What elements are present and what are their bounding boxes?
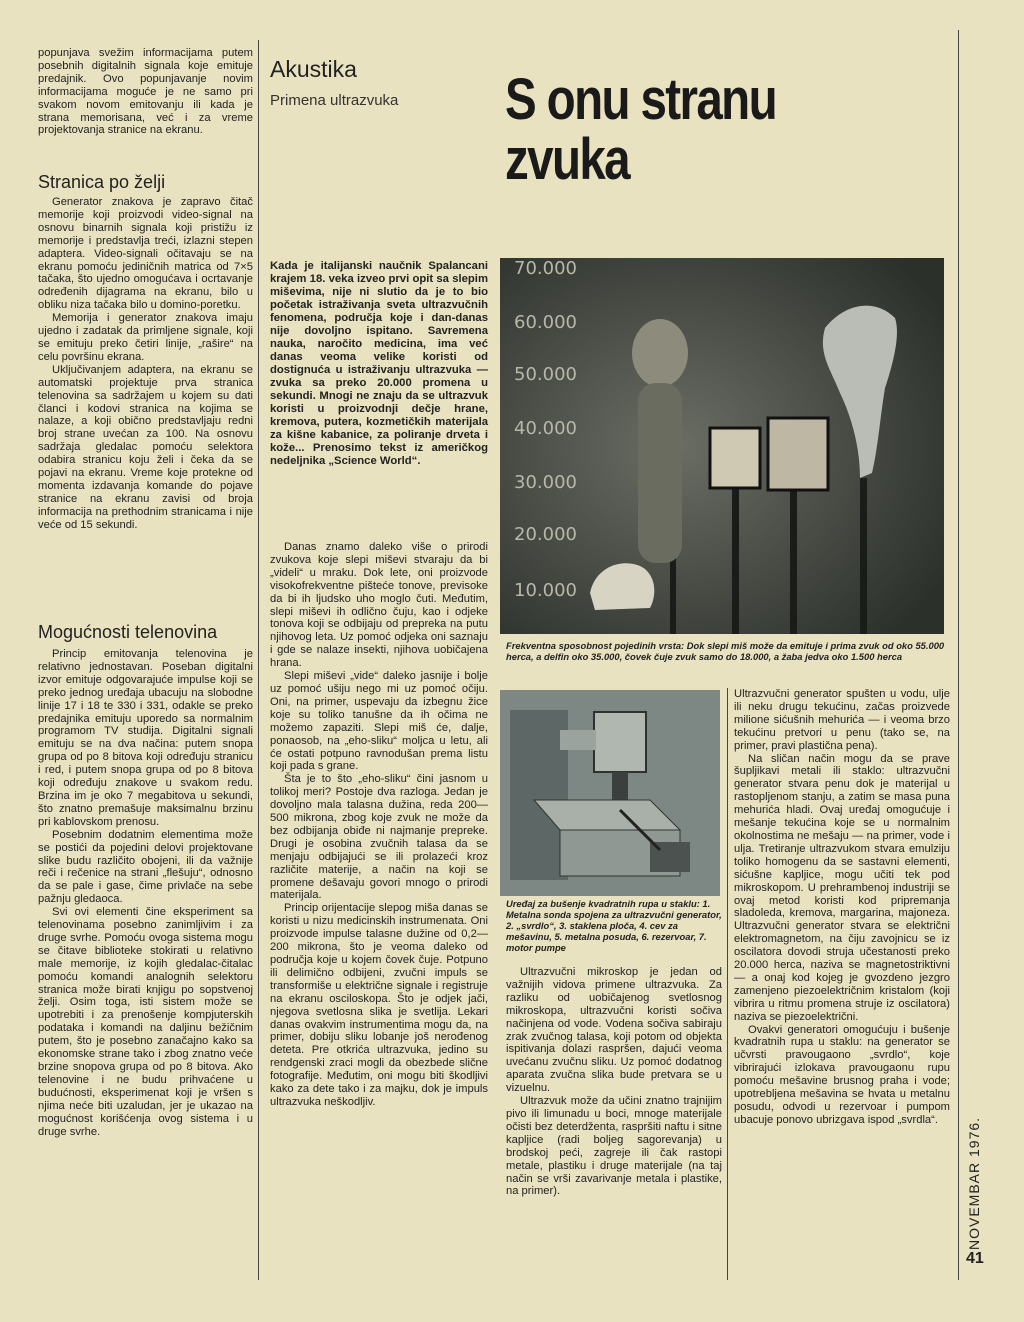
scale-label: 20.000 (514, 524, 577, 545)
frequency-photo (500, 258, 944, 634)
paragraph: Danas znamo daleko više o prirodi zvukova koje slepi miševi stvaraju da bi „videli“ u mraku. Dok lete, oni proizvode visokofrekventne pištеće tonove, previsoke da bi ih ljudsko uho moglo čuti. Međutim, slepi miševi ih odlično čuju, kao i odjeke tonova koji se odbijaju od prepreka na putu njihovog leta. Uz pomoć odjeka oni saznaju i gde se nalaze insekti, njihova uobičajena hrana. (270, 541, 488, 670)
scale-label: 50.000 (514, 364, 577, 385)
paragraph: Uključivanjem adaptera, na ekranu se automatski projektuje prva stranica telenovina sa sadržajem u kojem su dati članci i kodovi stranica na kojima se nalaze, a koji obično predstavljaju redni broj strane uvećan za 100. Na osnovu sadržaja gledalac pomoću selektora odabira stranicu koju želi i čeka da se pojavi na ekranu. Vreme koje protekne od momenta izdavanja komande do pojave stranice na ekranu zavisi od broja informacija na prethodnim stranicama i nije veće od 15 sekundi. (38, 363, 253, 531)
issue-date: NOVEMBAR 1976. (966, 1116, 982, 1250)
column-rule (727, 688, 728, 1280)
section-heading: Stranica po želji (38, 172, 166, 192)
page-number: 41 (966, 1250, 984, 1267)
article-lede: Kada je italijanski naučnik Spalancani krajem 18. veka izveo prvi opit sa slepim miševima, nije ni slutio da je to bio početak istraživanja sveta ultrazvučnih fenomena, područja koje i dan-danas nije dovoljno ispitano. Savremena nauka, naročito medicina, ima već danas veoma velike koristi od dostignuća u istraživanju ultrazvuka — zvuka sa preko 20.000 promena u sekundi. Mnogi ne znaju da se ultrazvuk koristi u proizvodnji dečje hrane, kremova, putera, kozmetičkih materijala za kišne kabanice, za poliranje drveta i kože... Prenosimo tekst iz američkog nedeljnika „Science World“. (270, 260, 488, 467)
paragraph: Ultrazvučni mikroskop je jedan od važnijih vidova primene ultrazvuka. Za razliku od uobičajenog svetlosnog mikroskopa, ultrazvučni koristi sočiva načinjena od vode. Vodena sočiva sabiraju zrak zvučnog talasa, koji potom od objekta ispitivanja dolazi raspršen, dajući veoma uvećanu zvučnu sliku. Uz pomoć dodatnog aparata zvučna slika bude pretvara se u vizuelnu. (506, 966, 722, 1095)
column-5 (734, 688, 950, 1127)
column-rule (258, 40, 259, 1280)
article-title-line: zvuka (505, 127, 629, 192)
scale-label: 10.000 (514, 580, 577, 601)
paragraph: Memorija i generator znakova imaju ujedno i zadatak da primljene signale, koji se emituju preko četiri linije, „raširе“ na celu površinu ekrana. (38, 312, 253, 363)
column-1-top-text: popunjava svežim informacijama putem posebnih digitalnih signala koje emituje predajnik. Ovo popunjavanje novim informacijama moguće je ne samo pri svakom novom emitovanju ili kada je strana memorisana, već i za vreme projektovanja stranice na ekranu. (38, 47, 253, 137)
column-3 (270, 541, 488, 1109)
paragraph: Posebnim dodatnim elementima može se postići da pojedini delovi projektovane slike budu različito obojeni, ili da važnije reči i rečenice na strani „flešuju“, odnosno da se pale i gase, čime privlače na sebe pažnju gledaoca. (38, 828, 253, 906)
drill-device-caption: Uređaj za bušenje kvadratnih rupa u staklu: 1. Metalna sonda spojena za ultrazvučni generator, 2. „svrdlo“, 3. staklena ploča, 4. cev za mešavinu, 5. metalna posuda, 6. rezervoar, 7. motor pumpe (506, 898, 722, 953)
paragraph: Ultrazvučni generator spušten u vodu, ulje ili neku drugu tekućinu, začas proizvede milione sićušnih mehurića — i veoma brzo tekućinu pretvori u penu (tako se, na primer, pravi plastična pena). (734, 688, 950, 752)
column-rule (958, 30, 959, 1280)
paragraph: Ovakvi generatori omogućuju i bušenje kvadratnih rupa u staklu: na generator se učvrsti pravougaono „svrdlo“, koje vibrirajući izlokava pravougaonu rupu pomoću mešavine brusnog praha i vode; upotrebljena mešavina se hvata u metalnu posudu, odvodi u rezervoar i pumpom ubacuje ponovo ubrizgava ispod „svrdla“. (734, 1023, 950, 1126)
scale-label: 30.000 (514, 472, 577, 493)
paragraph: Svi ovi elementi čine eksperiment sa telenovinama posebno zanimljivim i za druge svrhe. Pomoću ovoga sistema mogu se čitave biblioteke stokirati u relativno male memorije, iz kojih gledalac-čitalac pomoću komandi analognih selektoru stranica može birati knjigu po sopstvenoj želji. Osim toga, isti sistem može se upotrebiti i za prenošenje kompjuterskih podataka i komandi na daljinu bežičnim putem, što je posebno zanačajno kako sa ekonomske strane tako i zbog znatno veće brzine snopova grupa od po 8 bitova. Ako telenovine i ne budu prihvaćene u budućnosti, eksperimenat koji je vršen s njima neće biti uzaludan, jer je ukazao na mogućnost korišćenja ovog sistema i u druge svrhe. (38, 906, 253, 1138)
section-heading: Mogućnosti telenovina (38, 622, 218, 642)
paragraph: Na sličan način mogu da se prave šupljikavi metali ili staklo: ultrazvučni generator stvara penu dok je materijal u rastopljenom stanju, a zatim se masa puna mehurića hladi. Ovaj uređaj omogućuje i mešanje tekućina koje se u normalnim okolnostima ne mešaju — na primer, vode i ulja. Tretiranje ultrazvukom stvara emulziju toliko homogenu da se sastavni elementi, sićušne kapljice, mogu učiti tek pod mikroskopom. U prehrambenoj industriji se ovaj metod koristi kod pripremanja sladoleda, kremova, margarina, majoneza. Ultrazvučni generator stvara se električni elektromagnetom, na čiju zavojnicu se iz oscilatora dovodi struja učestanosti preko 20.000 herca, naziva se magnetostriktivni — a onaj kod kojeg je gvozdeno jezgro zamenjeno piezoelektričnim kristalom (koji vibrira u ritmu promena struje iz oscilatora) naziva se piezoelektrični. (734, 752, 950, 1023)
drill-device-illustration (500, 690, 720, 896)
paragraph: Slepi miševi „vide“ daleko jasnije i bolje uz pomoć ušiju nego mi uz pomoć očiju. Oni, na primer, uspevaju da izbegnu žice koje su toliko tanušne da ih očima ne možemo zapaziti. Slepi miš će, dalje, ponaosob, na „eho-sliku“ moljca u letu, ali će ostati potpuno ravnodušan prema listu koji pada s grane. (270, 670, 488, 773)
article-kicker: Akustika (270, 56, 357, 82)
paragraph: Šta je to što „eho-sliku“ čini jasnom u tolikoj meri? Postoje dva razloga. Jedan je dovoljno mala talasna dužina, reda 200—500 mikrona, zbog koje zvuk ne može da bez odbijanja obiđe ni najmanje prepreke. Drugi je osobina zvučnih talasa da se menjaju odbijajući se ili prolazeći kroz različite materije, a način na koji se promene dešavaju govori mnogo o prirodi materijala. (270, 773, 488, 902)
paragraph: Ultrazvuk može da učini znatno trajnijim pivo ili limunadu u boci, mnoge materijale očisti bez deterdženta, raspršiti naftu i sitne kapljice (radi boljeg sagorevanja) u brodskoj peći, zagreje ili čak rastopi metale, plastiku i druge materijale (na taj način se vrši zavarivanje metala i plastike, na primer). (506, 1095, 722, 1198)
paragraph: Princip orijentacije slepog miša danas se koristi u nizu medicinskih instrumenata. Oni proizvode impulse talasne dužine od 0,2—200 mikrona, što je veoma daleko od područja koje u kojem čovek čuje. Potpuno ili delimično odbijeni, zvučni impuls se transformiše u električne signale i registruje na ekranu osciloskopa. Što je odjek jači, njegova svetlosna slika je svetlija. Lekari danas ovakvim instrumentima mogu da, na primer, dobiju sliku lobanje još nerođenog deteta. Pre otkrića ultrazvuka, jedino su rendgenski zraci mogli da obezbede slične fotografije. Međutim, oni mogu biti škodljivi kako za dete tako i za majku, dok je impuls ultrazvuka neškodljiv. (270, 902, 488, 1108)
scale-label: 40.000 (514, 418, 577, 439)
section-1-body (38, 196, 253, 532)
column-4 (506, 966, 722, 1198)
frequency-photo-caption: Frekventna sposobnost pojedinih vrsta: Dok slepi miš može da emituje i prima zvuk od oko 55.000 herca, a delfin oko 35.000, čovek čuje zvuk samo do 18.000, a žaba jedva oko 1.500 herca (506, 640, 945, 662)
column-1 (38, 47, 253, 137)
drill-device-photo (500, 690, 720, 896)
paragraph: Princip emitovanja telenovina je relativno jednostavan. Poseban digitalni izvor emituje odgovarajuće impulse koji se preko jednog uređaja ubacuju na slobodne linije 17 i 18 te 330 i 331, odakle se preko predajnika emituju uporedo sa normalnim programom TV studija. Digitalni signali emituju se na dva načina: putem snopa grupa od po 8 bitova koji određuju stranicu i red, i putem snopa grupa od po 8 bitova koji određuju znakove u svakom redu. Brzina im je oko 7 megabitova u sekundi, što znatno premašuje maksimalnu brzinu pri kablovskom prenosu. (38, 648, 253, 828)
section-2-body (38, 648, 253, 1138)
article-subkicker: Primena ultrazvuka (270, 92, 399, 109)
article-title (505, 67, 800, 192)
scale-label: 60.000 (514, 312, 577, 333)
scale-label: 70.000 (514, 258, 577, 279)
article-title-line: S onu stranu (505, 67, 776, 132)
paragraph: Generator znakova je zapravo čitač memorije koji proizvodi video-signal na osnovu binarnih signala koji pristižu iz memorije i predstavlja treći, izlazni stepen adaptera. Video-signali očitavaju se na ekranu pomoću jediničnih matrica od 7×5 tačaka, što ujedno omogućava i ocrtavanje određenih dijagrama na ekranu, bilo u obliku niza tačaka bilo u domino-poretku. (38, 196, 253, 312)
